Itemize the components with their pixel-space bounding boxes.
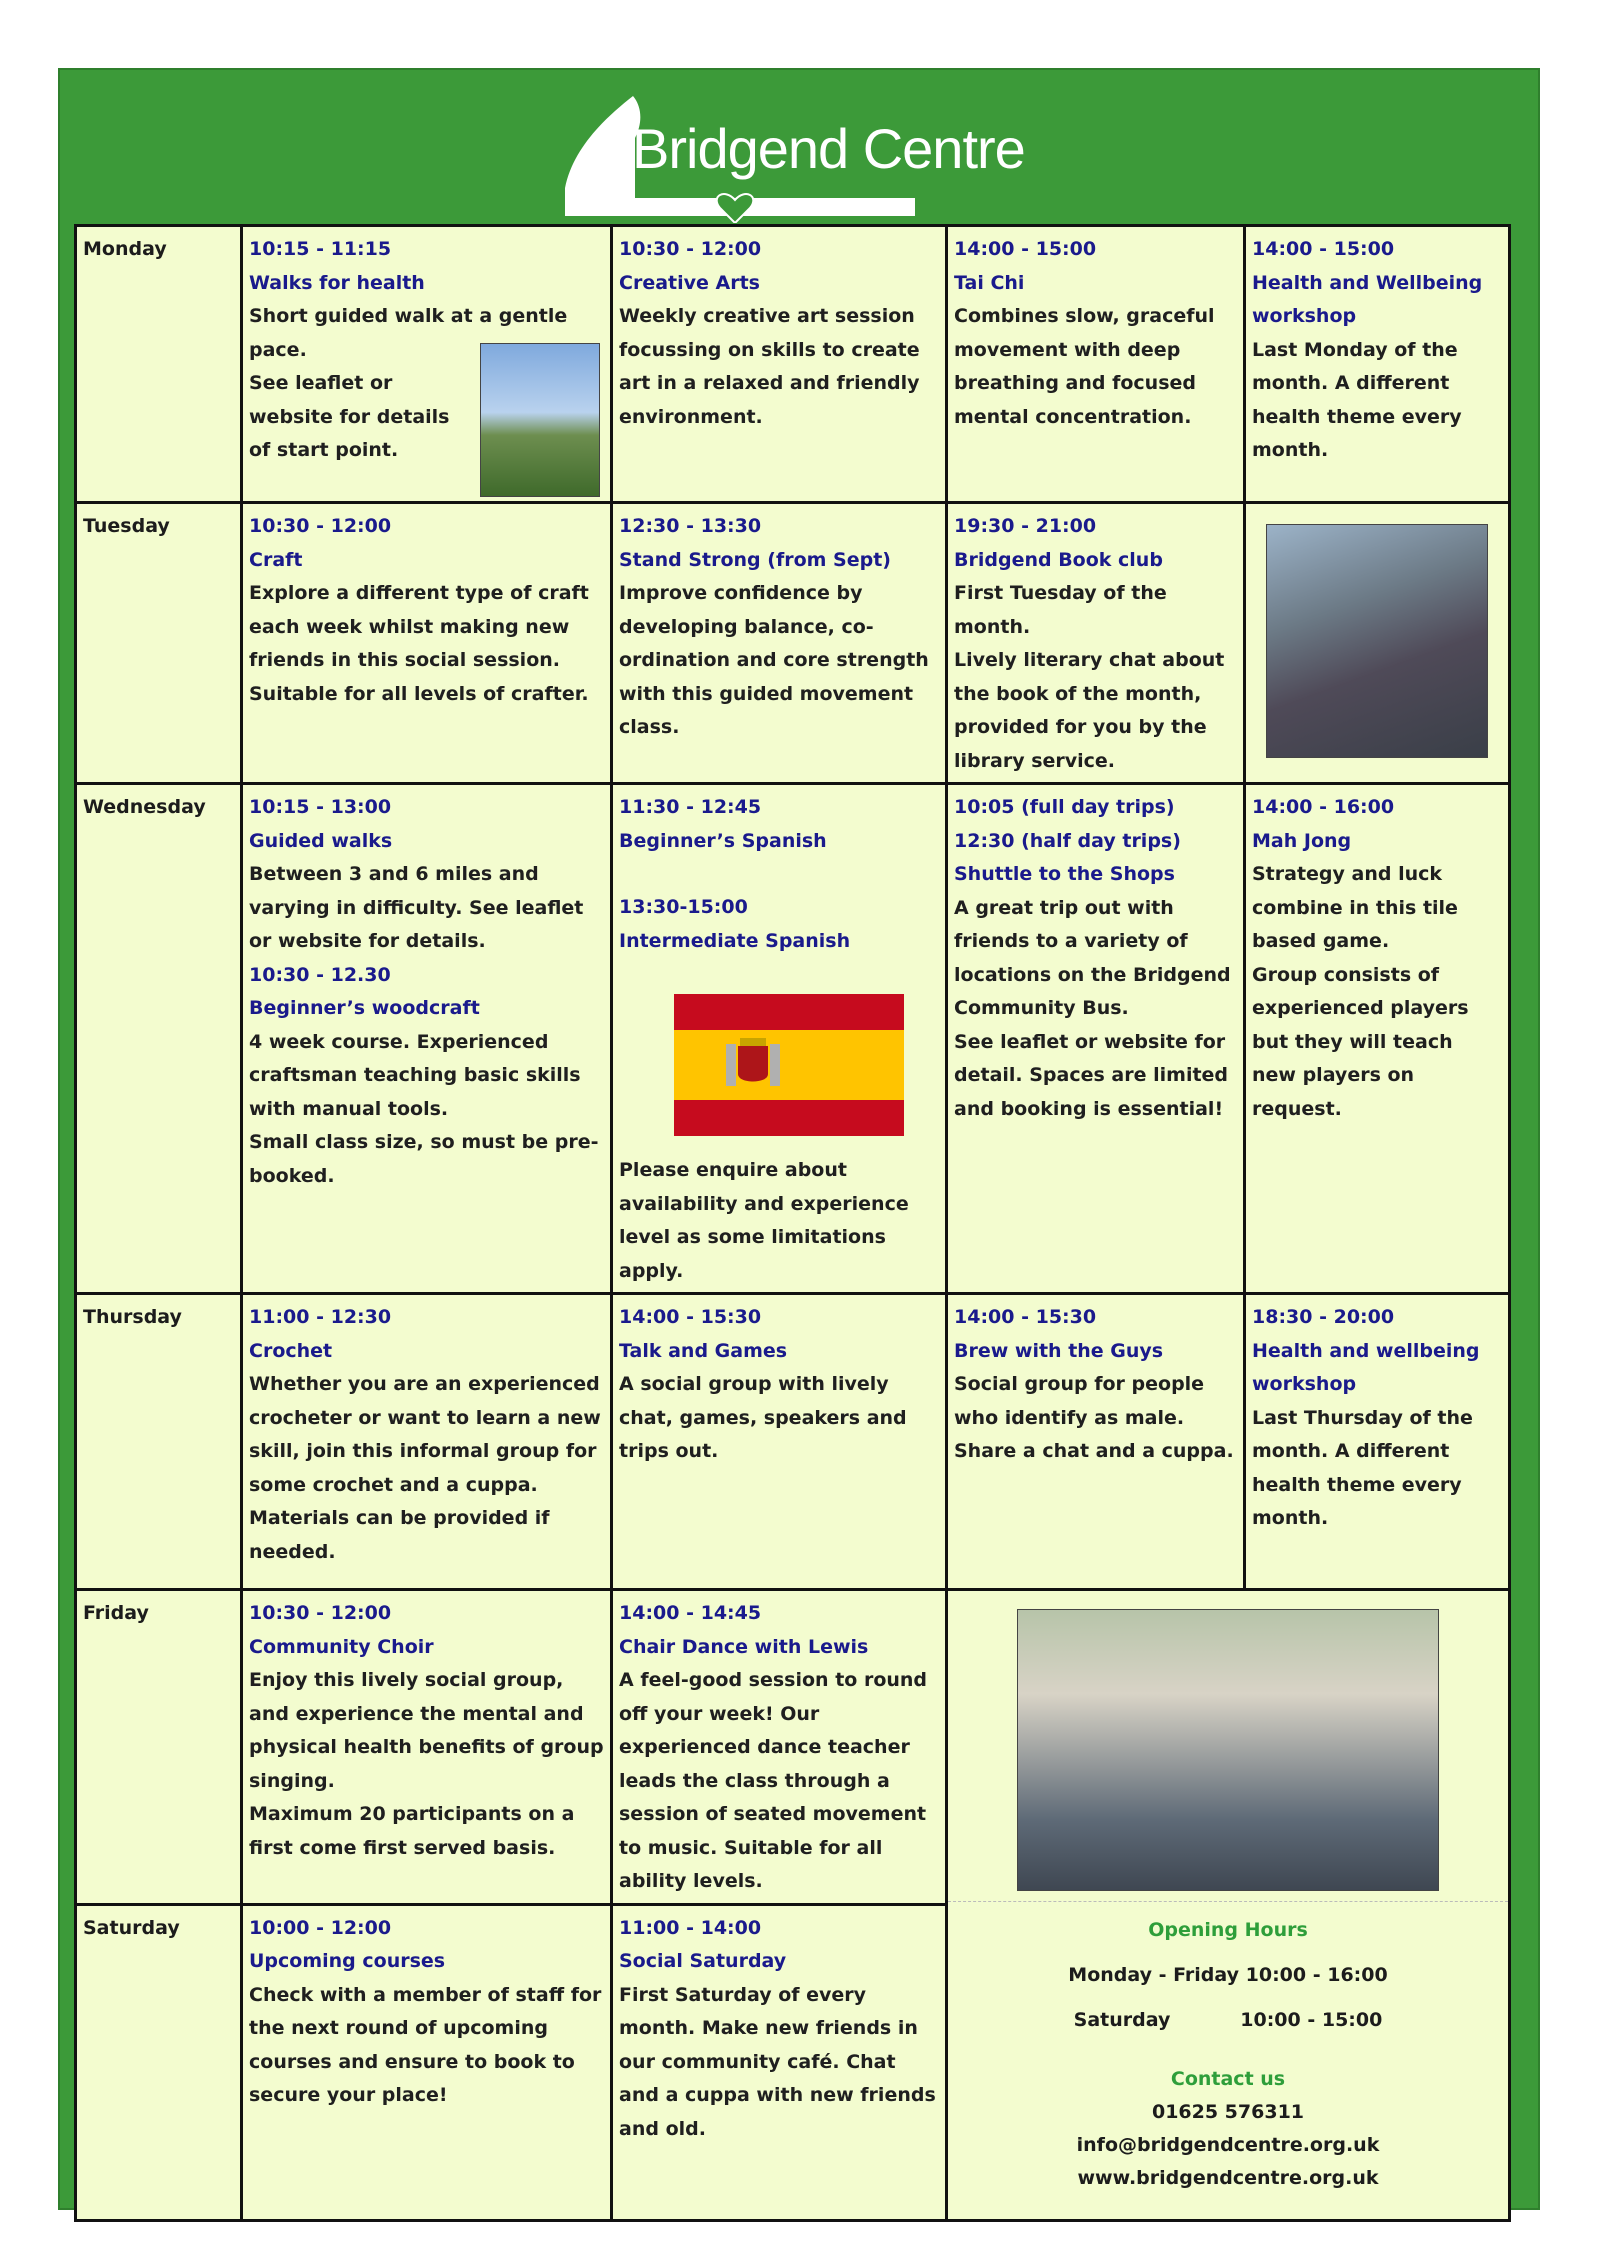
day-label: Wednesday (76, 784, 242, 1294)
session-title: Shuttle to the Shops (954, 863, 1175, 885)
session-time: 14:00 - 15:00 (1252, 238, 1395, 260)
day-label: Friday (76, 1590, 242, 1905)
centre-name: Bridgend Centre (632, 117, 1025, 180)
header (60, 70, 1542, 225)
session-desc: Short guided walk at a gentle pace. (249, 305, 568, 361)
session-time: 10:30 - 12:00 (619, 238, 762, 260)
session-title: Chair Dance with Lewis (619, 1635, 869, 1658)
session-cell (612, 1590, 947, 1905)
day-label: Tuesday (76, 503, 242, 784)
session-desc: Last Monday of the month. A different health theme every month. (1252, 338, 1462, 461)
schedule-table (74, 224, 1511, 2222)
session-cell (1245, 784, 1510, 1294)
session-cell (242, 226, 612, 503)
photo-cell (1245, 503, 1510, 784)
session-cell (612, 1294, 947, 1590)
walk-photo (480, 343, 600, 497)
session-desc: Social group for people who identify as male. (954, 1373, 1205, 1429)
session-time: 12:30 (half day trips) (954, 829, 1181, 852)
spanish-flag (674, 994, 904, 1136)
session-desc: First Tuesday of the month. (954, 582, 1167, 638)
session-title: Health and wellbeing workshop (1252, 1339, 1480, 1395)
session-desc: of start point. (249, 439, 399, 461)
session-title: Health and Wellbeing workshop (1252, 271, 1483, 327)
session-title: Brew with the Guys (954, 1339, 1164, 1362)
contact-email[interactable]: info@bridgendcentre.org.uk (1076, 2134, 1380, 2156)
session-desc: Lively literary chat about the book of the month, provided for you by the library service. (954, 649, 1225, 772)
info-cell (947, 1590, 1510, 2221)
row-thursday (76, 1294, 1510, 1590)
session-desc: Last Thursday of the month. A different health theme every month. (1252, 1406, 1473, 1529)
session-time: 14:00 - 15:30 (954, 1306, 1097, 1328)
session-time: 10:15 - 13:00 (249, 796, 392, 818)
session-time: 11:30 - 12:45 (619, 796, 762, 818)
session-title: Community Choir (249, 1635, 434, 1658)
session-title: Guided walks (249, 829, 393, 852)
session-title: Intermediate Spanish (619, 929, 851, 952)
weekday-hours-row (948, 1953, 1508, 1998)
session-title: Crochet (249, 1339, 333, 1362)
session-time: 13:30-15:00 (619, 896, 748, 918)
session-time: 19:30 - 21:00 (954, 515, 1097, 537)
session-cell (947, 503, 1245, 784)
session-desc: Whether you are an experienced crocheter or want to learn a new skill, join this informal group for some crochet and a cuppa. (249, 1373, 601, 1496)
session-cell (242, 503, 612, 784)
session-desc: First Saturday of every month. Make new friends in our community café. Chat and a cuppa with new friends and old. (619, 1983, 936, 2140)
session-cell (947, 784, 1245, 1294)
day-label: Saturday (76, 1904, 242, 2220)
session-time: 18:30 - 20:00 (1252, 1306, 1395, 1328)
day-label: Thursday (76, 1294, 242, 1590)
weekday-label: Monday - Friday (1068, 1964, 1239, 1986)
session-desc: See leaflet or website for detail. Spaces are limited and booking is essential! (954, 1030, 1229, 1120)
session-title: Walks for health (249, 271, 425, 294)
row-monday (76, 226, 1510, 503)
contact-website[interactable]: www.bridgendcentre.org.uk (1077, 2167, 1379, 2189)
session-desc: Strategy and luck combine in this tile based game. (1252, 863, 1458, 952)
session-time: 12:30 - 13:30 (619, 515, 762, 537)
session-title: Beginner’s woodcraft (249, 997, 480, 1019)
contact-phone: 01625 576311 (1151, 2101, 1305, 2123)
session-cell (612, 226, 947, 503)
session-title: Upcoming courses (249, 1950, 446, 1972)
session-time: 10:05 (full day trips) (954, 796, 1175, 818)
session-desc: A social group with lively chat, games, speakers and trips out. (619, 1373, 907, 1462)
session-desc: Suitable for all levels of crafter. (249, 682, 589, 705)
session-desc: Between 3 and 6 miles and varying in difficulty. See leaflet or website for details. (249, 863, 584, 952)
chair-dance-photo (1017, 1609, 1439, 1891)
session-time: 11:00 - 14:00 (619, 1916, 762, 1939)
weekday-hours: 10:00 - 16:00 (1245, 1964, 1388, 1986)
session-time: 10:30 - 12:00 (249, 1602, 392, 1624)
session-cell (1245, 1294, 1510, 1590)
session-time: 11:00 - 12:30 (249, 1306, 392, 1328)
session-cell (612, 1904, 947, 2220)
session-desc: See leaflet or website for details (249, 372, 450, 428)
session-time: 14:00 - 15:30 (619, 1306, 762, 1328)
saturday-hours-row (948, 1998, 1508, 2043)
session-desc: Small class size, so must be pre-booked. (249, 1131, 599, 1187)
contact-heading: Contact us (1170, 2068, 1286, 2090)
session-title: Stand Strong (from Sept) (619, 548, 891, 571)
session-title: Craft (249, 548, 303, 571)
session-time: 10:15 - 11:15 (249, 238, 392, 260)
session-time: 14:00 - 14:45 (619, 1602, 762, 1624)
session-title: Tai Chi (954, 271, 1025, 294)
session-cell (612, 784, 947, 1294)
session-title: Creative Arts (619, 271, 760, 294)
session-cell (612, 503, 947, 784)
session-cell (947, 1294, 1245, 1590)
session-desc: Materials can be provided if needed. (249, 1507, 550, 1563)
session-time: 14:00 - 16:00 (1252, 796, 1395, 818)
session-cell (242, 784, 612, 1294)
group-photo (1266, 524, 1488, 758)
session-desc: A feel-good session to round off your week! Our experienced dance teacher leads the class through a session of seated movement to music. Suitable for all ability levels. (619, 1669, 928, 1892)
saturday-hours: 10:00 - 15:00 (1240, 2009, 1383, 2031)
session-desc: Share a chat and a cuppa. (954, 1440, 1234, 1462)
session-cell (242, 1904, 612, 2220)
session-title: Talk and Games (619, 1339, 788, 1362)
session-title: Social Saturday (619, 1950, 787, 1972)
session-desc: Explore a different type of craft each week whilst making new friends in this social session. (249, 582, 589, 671)
row-wednesday (76, 784, 1510, 1294)
day-label: Monday (76, 226, 242, 503)
session-desc: 4 week course. Experienced craftsman teaching basic skills with manual tools. (249, 1030, 581, 1120)
opening-hours (948, 1902, 1508, 2195)
row-tuesday (76, 503, 1510, 784)
session-cell (1245, 226, 1510, 503)
session-title: Bridgend Book club (954, 548, 1163, 571)
session-cell (242, 1590, 612, 1905)
session-cell (947, 226, 1245, 503)
session-desc: Combines slow, graceful movement with deep breathing and focused mental concentration. (954, 305, 1215, 428)
session-title: Beginner’s Spanish (619, 829, 827, 852)
session-time: 10:30 - 12:00 (249, 515, 392, 537)
opening-hours-heading: Opening Hours (1148, 1919, 1308, 1941)
session-desc: Enjoy this lively social group, and experience the mental and physical health benefits of group singing. (249, 1669, 604, 1792)
session-desc: Check with a member of staff for the next round of upcoming courses and ensure to book to secure your place! (249, 1983, 602, 2106)
session-desc: Weekly creative art session focussing on skills to create art in a relaxed and friendly environment. (619, 305, 920, 428)
session-time: 14:00 - 15:00 (954, 238, 1097, 260)
session-desc: Improve confidence by developing balance, co-ordination and core strength with this guided movement class. (619, 582, 929, 738)
session-title: Mah Jong (1252, 829, 1352, 852)
saturday-label: Saturday (1073, 2009, 1171, 2031)
session-desc: Please enquire about availability and experience level as some limitations apply. (619, 1159, 909, 1282)
session-desc: Group consists of experienced players but they will teach new players on request. (1252, 963, 1469, 1120)
session-desc: A great trip out with friends to a variety of locations on the Bridgend Community Bus. (954, 896, 1231, 1019)
session-desc: Maximum 20 participants on a first come first served basis. (249, 1803, 575, 1859)
session-time: 10:00 - 12:00 (249, 1916, 392, 1939)
session-cell (242, 1294, 612, 1590)
row-friday (76, 1590, 1510, 1905)
session-time: 10:30 - 12.30 (249, 963, 391, 986)
page-frame (58, 68, 1540, 2210)
